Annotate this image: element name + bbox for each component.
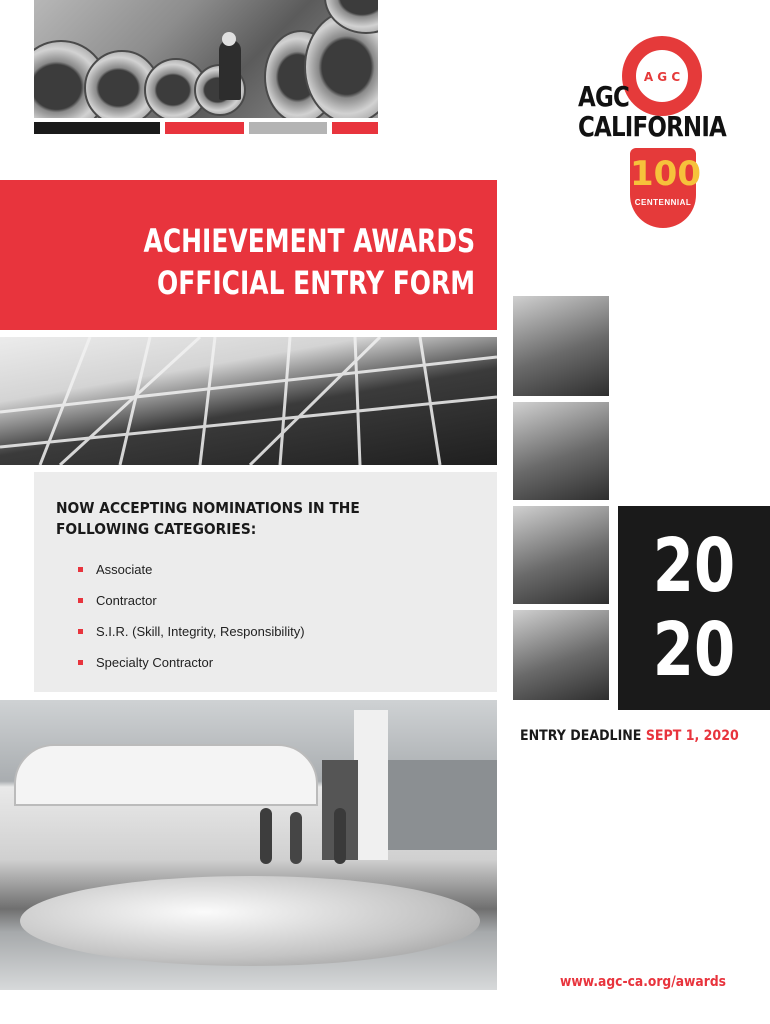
deadline-label: ENTRY DEADLINE — [520, 728, 642, 744]
seal-text: A G C — [643, 70, 681, 84]
accent-bar-gray — [249, 122, 327, 134]
dome-construction-photo-2 — [513, 402, 609, 500]
centennial-number: 100 — [630, 154, 701, 194]
page-title — [143, 220, 475, 304]
dome-construction-photo-1 — [513, 296, 609, 396]
accent-bar-red-short — [332, 122, 378, 134]
scaffolding-lines — [0, 337, 497, 465]
scaffolding-photo — [0, 337, 497, 465]
bullet-icon — [78, 598, 83, 603]
logo-title-line1: AGC — [578, 80, 630, 113]
centennial-label: CENTENNIAL — [634, 198, 692, 207]
accent-bar-red — [165, 122, 244, 134]
list-item — [78, 585, 305, 616]
title-line1: ACHIEVEMENT AWARDS — [143, 222, 475, 260]
list-item — [78, 554, 305, 585]
category-list — [78, 554, 305, 678]
dome-construction-photo-4 — [513, 610, 609, 700]
building-fountain-photo — [0, 700, 497, 990]
awards-url-link[interactable]: www.agc-ca.org/awards — [560, 974, 726, 990]
agc-california-logo — [578, 82, 726, 142]
category-label: Associate — [96, 562, 153, 577]
nominations-heading: NOW ACCEPTING NOMINATIONS IN THE FOLLOWING CATEGORIES: — [56, 499, 360, 538]
pipes-worker-photo — [34, 0, 378, 118]
category-label: Contractor — [96, 593, 157, 608]
accent-bar-black — [34, 122, 160, 134]
nominations-panel — [34, 472, 497, 692]
list-item — [78, 616, 305, 647]
entry-deadline — [520, 728, 739, 744]
year-block — [618, 506, 770, 710]
list-item — [78, 647, 305, 678]
centennial-badge — [630, 148, 701, 228]
year-line2: 20 — [652, 607, 736, 693]
year-line1: 20 — [652, 523, 736, 609]
bullet-icon — [78, 629, 83, 634]
deadline-date: SEPT 1, 2020 — [645, 728, 739, 744]
category-label: Specialty Contractor — [96, 655, 214, 670]
category-label: S.I.R. (Skill, Integrity, Responsibility) — [96, 624, 305, 639]
bullet-icon — [78, 660, 83, 665]
bullet-icon — [78, 567, 83, 572]
logo-title-line2: CALIFORNIA — [578, 110, 727, 143]
title-line2: OFFICIAL ENTRY FORM — [156, 264, 475, 302]
dome-construction-photo-3 — [513, 506, 609, 604]
title-banner — [0, 180, 497, 330]
